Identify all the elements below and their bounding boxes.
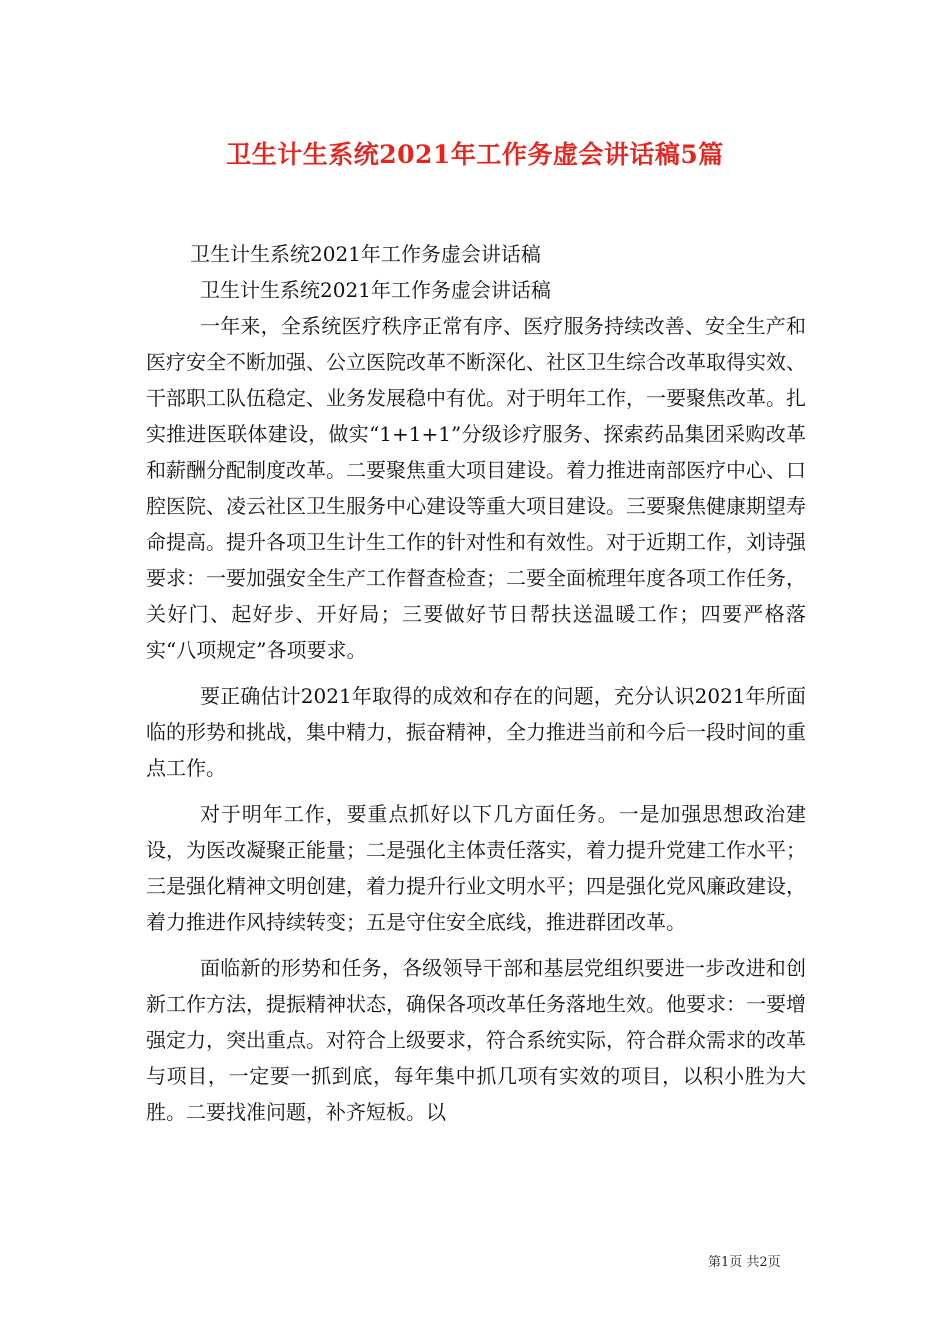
paragraph-2: 要正确估计2021年取得的成效和存在的问题，充分认识2021年所面临的形势和挑战，集中精力，振奋精神，全力推进当前和今后一段时间的重点工作。 bbox=[146, 684, 806, 780]
page-number-footer: 第1页 共2页 bbox=[708, 1255, 781, 1270]
subtitle-line-1: 卫生计生系统2021年工作务虚会讲话稿 bbox=[190, 242, 541, 266]
paragraph-4: 面临新的形势和任务，各级领导干部和基层党组织要进一步改进和创新工作方法，提振精神状态，确保各项改革任务落地生效。他要求：一要增强定力，突出重点。对符合上级要求，符合系统实际，符合群众需求的改革与项目，一定要一抓到底，每年集中抓几项有实效的项目，以积小胜为大胜。二要找准问题，补齐短板。以 bbox=[146, 956, 806, 1124]
paragraph-1: 一年来，全系统医疗秩序正常有序、医疗服务持续改善、安全生产和医疗安全不断加强、公立医院改革不断深化、社区卫生综合改革取得实效、干部职工队伍稳定、业务发展稳中有优。对于明年工作，一要聚焦改革。扎实推进医联体建设，做实“1+1+1”分级诊疗服务、探索药品集团采购改革和薪酬分配制度改革。二要聚焦重大项目建设。着力推进南部医疗中心、口腔医院、凌云社区卫生服务中心建设等重大项目建设。三要聚焦健康期望寿命提高。提升各项卫生计生工作的针对性和有效性。对于近期工作，刘诗强要求：一要加强安全生产工作督查检查；二要全面梳理年度各项工作任务，关好门、起好步、开好局；三要做好节日帮扶送温暖工作；四要严格落实“八项规定”各项要求。 bbox=[146, 314, 806, 662]
subtitle-line-2: 卫生计生系统2021年工作务虚会讲话稿 bbox=[200, 278, 551, 302]
paragraph-3: 对于明年工作，要重点抓好以下几方面任务。一是加强思想政治建设，为医改凝聚正能量；二是强化主体责任落实，着力提升党建工作水平；三是强化精神文明创建，着力提升行业文明水平；四是强化党风廉政建设，着力推进作风持续转变；五是守住安全底线，推进群团改革。 bbox=[146, 802, 806, 934]
document-body bbox=[146, 236, 806, 1140]
document-title: 卫生计生系统2021年工作务虚会讲话稿5篇 bbox=[226, 140, 724, 169]
